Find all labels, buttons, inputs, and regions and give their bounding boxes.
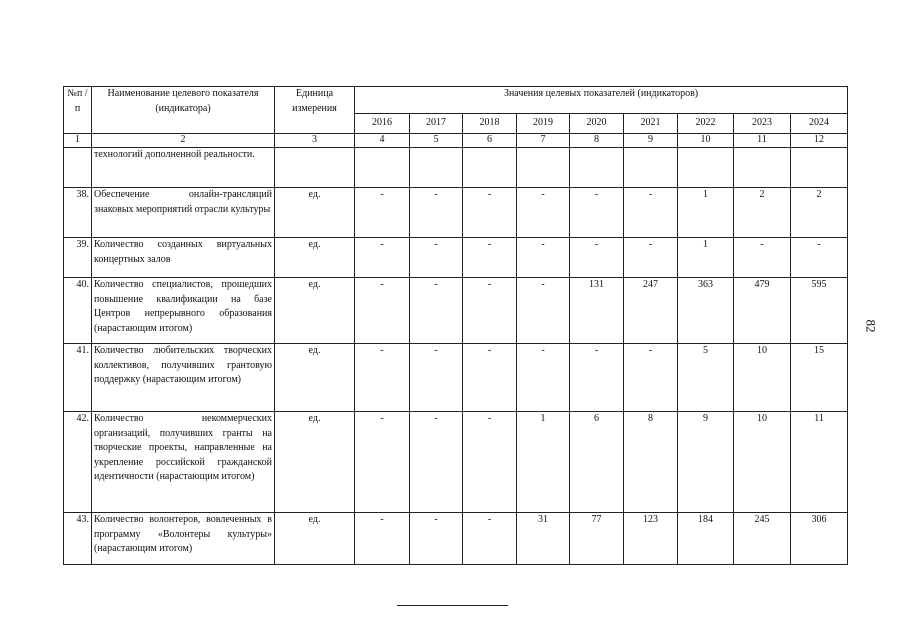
indicator-value: - [570, 344, 624, 412]
indicator-value: - [355, 278, 410, 344]
indicator-value: - [791, 238, 848, 278]
indicator-unit: ед. [275, 188, 355, 238]
indicator-value: - [410, 344, 463, 412]
indicator-value: - [624, 238, 678, 278]
indicator-value: 9 [678, 412, 734, 513]
header-year: 2018 [463, 114, 517, 134]
indicator-value [791, 148, 848, 188]
indicator-value: 247 [624, 278, 678, 344]
indicator-value: 479 [734, 278, 791, 344]
table-row [64, 188, 848, 238]
column-number: 7 [517, 134, 570, 148]
indicator-value: - [463, 412, 517, 513]
column-number: 6 [463, 134, 517, 148]
header-year: 2021 [624, 114, 678, 134]
row-number: 39. [64, 238, 92, 278]
indicator-value: - [517, 238, 570, 278]
row-number: 42. [64, 412, 92, 513]
header-year: 2022 [678, 114, 734, 134]
header-num: №п /п [64, 87, 92, 134]
column-number: 2 [92, 134, 275, 148]
indicator-name: технологий дополненной реальности. [92, 148, 275, 188]
indicator-value: - [355, 188, 410, 238]
indicator-value: 363 [678, 278, 734, 344]
indicator-value [517, 148, 570, 188]
indicator-value: - [463, 188, 517, 238]
header-unit: Единица измерения [275, 87, 355, 134]
indicator-value [734, 148, 791, 188]
header-year: 2020 [570, 114, 624, 134]
indicator-value [355, 148, 410, 188]
indicator-value [410, 148, 463, 188]
indicator-value: 245 [734, 513, 791, 565]
indicator-value: - [463, 513, 517, 565]
indicator-unit: ед. [275, 412, 355, 513]
indicator-value: 11 [791, 412, 848, 513]
indicators-table [63, 86, 848, 565]
row-number: 40. [64, 278, 92, 344]
indicator-value [624, 148, 678, 188]
row-number: 43. [64, 513, 92, 565]
indicator-unit: ед. [275, 278, 355, 344]
page-number: 82 [863, 319, 879, 333]
indicator-value: 2 [791, 188, 848, 238]
indicator-value: 15 [791, 344, 848, 412]
indicator-value: - [410, 412, 463, 513]
indicator-value: - [517, 278, 570, 344]
indicator-value: - [355, 344, 410, 412]
indicator-value: - [463, 238, 517, 278]
indicator-value: - [463, 344, 517, 412]
table-row [64, 344, 848, 412]
indicator-value: - [410, 513, 463, 565]
indicator-value: 595 [791, 278, 848, 344]
indicator-value: 10 [734, 344, 791, 412]
header-values-group: Значения целевых показателей (индикаторов) [355, 87, 848, 114]
header-year: 2017 [410, 114, 463, 134]
indicator-value: 6 [570, 412, 624, 513]
indicator-value: 8 [624, 412, 678, 513]
indicator-value: - [355, 513, 410, 565]
column-number: 5 [410, 134, 463, 148]
row-number: 38. [64, 188, 92, 238]
indicator-value: 184 [678, 513, 734, 565]
header-year: 2023 [734, 114, 791, 134]
indicator-unit: ед. [275, 513, 355, 565]
indicator-value: 1 [678, 238, 734, 278]
indicator-value: - [410, 238, 463, 278]
table-row [64, 412, 848, 513]
indicator-value: - [355, 412, 410, 513]
indicator-value: 5 [678, 344, 734, 412]
indicator-value: 77 [570, 513, 624, 565]
table-row [64, 148, 848, 188]
indicator-name: Количество любительских творческих коллективов, получивших грантовую поддержку (нарастающим итогом) [92, 344, 275, 412]
column-number: 3 [275, 134, 355, 148]
table-row [64, 513, 848, 565]
row-number: 41. [64, 344, 92, 412]
indicator-name: Количество некоммерческих организаций, получивших гранты на творческие проекты, направленные на укрепление российской гражданской идентичности (нарастающим итогом) [92, 412, 275, 513]
indicator-value: 2 [734, 188, 791, 238]
column-number: 4 [355, 134, 410, 148]
indicator-value: - [517, 344, 570, 412]
indicator-value: 123 [624, 513, 678, 565]
column-number: 9 [624, 134, 678, 148]
indicator-value: 306 [791, 513, 848, 565]
indicator-value: 31 [517, 513, 570, 565]
indicator-name: Количество специалистов, прошедших повышение квалификации на базе Центров непрерывного образования (нарастающим итогом) [92, 278, 275, 344]
column-number: 8 [570, 134, 624, 148]
table-row [64, 278, 848, 344]
header-year: 2016 [355, 114, 410, 134]
table-row [64, 238, 848, 278]
indicator-value: - [570, 238, 624, 278]
column-number: 12 [791, 134, 848, 148]
header-name: Наименование целевого показателя (индикатора) [92, 87, 275, 134]
indicator-value: - [570, 188, 624, 238]
indicator-unit: ед. [275, 344, 355, 412]
indicator-name: Обеспечение онлайн-трансляций знаковых мероприятий отрасли культуры [92, 188, 275, 238]
indicator-value: - [410, 188, 463, 238]
indicator-value: 131 [570, 278, 624, 344]
column-number: 1 [64, 134, 92, 148]
indicator-name: Количество созданных виртуальных концертных залов [92, 238, 275, 278]
indicator-value: - [463, 278, 517, 344]
indicator-value: 1 [517, 412, 570, 513]
indicator-value: 1 [678, 188, 734, 238]
indicator-value: - [734, 238, 791, 278]
indicator-value: - [624, 188, 678, 238]
indicator-value [570, 148, 624, 188]
indicator-unit: ед. [275, 238, 355, 278]
footer-divider [397, 605, 508, 606]
indicator-value [463, 148, 517, 188]
indicator-value: - [355, 238, 410, 278]
column-number: 11 [734, 134, 791, 148]
header-year: 2019 [517, 114, 570, 134]
indicator-unit [275, 148, 355, 188]
indicator-value: - [410, 278, 463, 344]
indicator-value: - [624, 344, 678, 412]
column-number: 10 [678, 134, 734, 148]
indicator-name: Количество волонтеров, вовлеченных в программу «Волонтеры культуры» (нарастающим итогом) [92, 513, 275, 565]
indicator-value: - [517, 188, 570, 238]
indicator-value: 10 [734, 412, 791, 513]
row-number [64, 148, 92, 188]
indicator-value [678, 148, 734, 188]
header-year: 2024 [791, 114, 848, 134]
